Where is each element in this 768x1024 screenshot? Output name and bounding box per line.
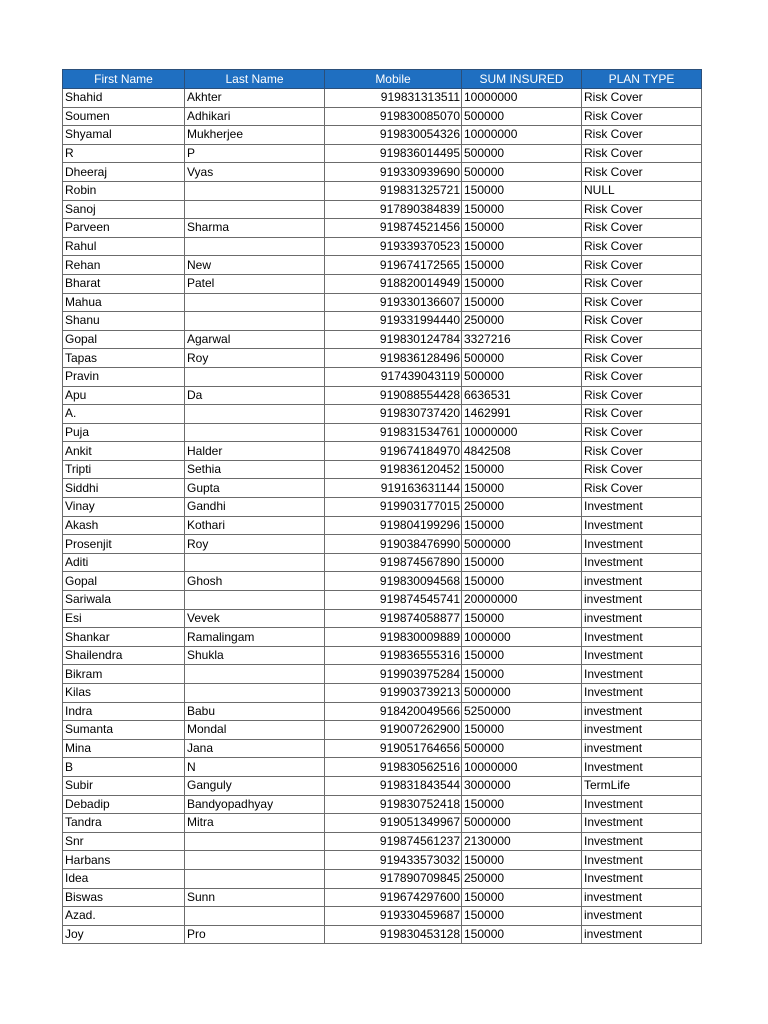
sum-insured-cell: 500000	[462, 739, 582, 758]
first-name-cell: Tripti	[63, 460, 185, 479]
table-row	[63, 312, 702, 331]
table-row	[63, 256, 702, 275]
table-row	[63, 237, 702, 256]
plan-type-cell: Risk Cover	[582, 200, 702, 219]
last-name-cell	[185, 869, 325, 888]
mobile-cell: 919831325721	[325, 181, 462, 200]
last-name-cell: Roy	[185, 349, 325, 368]
mobile-cell: 918820014949	[325, 274, 462, 293]
plan-type-cell: Risk Cover	[582, 237, 702, 256]
first-name-cell: Idea	[63, 869, 185, 888]
first-name-cell: Azad.	[63, 907, 185, 926]
last-name-cell: Ghosh	[185, 572, 325, 591]
plan-type-cell: Investment	[582, 814, 702, 833]
mobile-cell: 919903177015	[325, 498, 462, 517]
plan-type-cell: Investment	[582, 665, 702, 684]
last-name-cell: Sunn	[185, 888, 325, 907]
mobile-cell: 919874521456	[325, 219, 462, 238]
first-name-cell: Shailendra	[63, 646, 185, 665]
table-row	[63, 181, 702, 200]
first-name-cell: Biswas	[63, 888, 185, 907]
table-row	[63, 739, 702, 758]
plan-type-cell: Risk Cover	[582, 330, 702, 349]
plan-type-cell: Risk Cover	[582, 144, 702, 163]
sum-insured-cell: 6636531	[462, 386, 582, 405]
sum-insured-cell: 500000	[462, 144, 582, 163]
plan-type-cell: Risk Cover	[582, 479, 702, 498]
last-name-cell: Jana	[185, 739, 325, 758]
last-name-cell	[185, 367, 325, 386]
last-name-cell	[185, 665, 325, 684]
table-row	[63, 814, 702, 833]
first-name-cell: Aditi	[63, 553, 185, 572]
last-name-cell: Sethia	[185, 460, 325, 479]
sum-insured-cell: 500000	[462, 107, 582, 126]
table-row	[63, 442, 702, 461]
sum-insured-cell: 5250000	[462, 702, 582, 721]
table-row	[63, 925, 702, 944]
mobile-cell: 919836555316	[325, 646, 462, 665]
first-name-cell: Shahid	[63, 89, 185, 108]
last-name-cell: Pro	[185, 925, 325, 944]
first-name-cell: Kilas	[63, 684, 185, 703]
first-name-cell: Gopal	[63, 330, 185, 349]
mobile-cell: 919830124784	[325, 330, 462, 349]
sum-insured-cell: 150000	[462, 479, 582, 498]
mobile-cell: 917890384839	[325, 200, 462, 219]
sum-insured-cell: 150000	[462, 609, 582, 628]
plan-type-cell: Risk Cover	[582, 423, 702, 442]
table-row	[63, 572, 702, 591]
last-name-cell	[185, 423, 325, 442]
sum-insured-cell: 250000	[462, 869, 582, 888]
table-row	[63, 609, 702, 628]
first-name-cell: Apu	[63, 386, 185, 405]
first-name-cell: Siddhi	[63, 479, 185, 498]
last-name-cell: N	[185, 758, 325, 777]
first-name-cell: Rahul	[63, 237, 185, 256]
plan-type-cell: investment	[582, 907, 702, 926]
mobile-cell: 919330459687	[325, 907, 462, 926]
table-row	[63, 107, 702, 126]
first-name-cell: Snr	[63, 832, 185, 851]
sum-insured-cell: 150000	[462, 274, 582, 293]
mobile-cell: 919830562516	[325, 758, 462, 777]
sum-insured-cell: 150000	[462, 646, 582, 665]
last-name-cell: Mukherjee	[185, 126, 325, 145]
last-name-cell: Akhter	[185, 89, 325, 108]
sum-insured-cell: 500000	[462, 349, 582, 368]
last-name-cell: Sharma	[185, 219, 325, 238]
first-name-cell: Shyamal	[63, 126, 185, 145]
first-name-cell: Indra	[63, 702, 185, 721]
first-name-cell: Sumanta	[63, 721, 185, 740]
table-row	[63, 721, 702, 740]
sum-insured-cell: 3327216	[462, 330, 582, 349]
mobile-cell: 919874545741	[325, 591, 462, 610]
sum-insured-cell: 150000	[462, 795, 582, 814]
first-name-cell: Shankar	[63, 628, 185, 647]
sum-insured-cell: 5000000	[462, 684, 582, 703]
mobile-cell: 919830737420	[325, 405, 462, 424]
mobile-cell: 919874058877	[325, 609, 462, 628]
first-name-cell: Dheeraj	[63, 163, 185, 182]
sum-insured-cell: 2130000	[462, 832, 582, 851]
mobile-cell: 919830085070	[325, 107, 462, 126]
last-name-cell: Bandyopadhyay	[185, 795, 325, 814]
mobile-cell: 919330136607	[325, 293, 462, 312]
last-name-cell: Mondal	[185, 721, 325, 740]
last-name-cell: Shukla	[185, 646, 325, 665]
last-name-cell	[185, 591, 325, 610]
plan-type-cell: Risk Cover	[582, 107, 702, 126]
header-row	[63, 70, 702, 89]
plan-type-cell: Investment	[582, 758, 702, 777]
table-row	[63, 330, 702, 349]
plan-type-cell: Risk Cover	[582, 386, 702, 405]
mobile-cell: 919433573032	[325, 851, 462, 870]
mobile-cell: 919674172565	[325, 256, 462, 275]
sum-insured-cell: 150000	[462, 460, 582, 479]
first-name-cell: Bharat	[63, 274, 185, 293]
mobile-cell: 919339370523	[325, 237, 462, 256]
plan-type-cell: Risk Cover	[582, 256, 702, 275]
plan-type-cell: NULL	[582, 181, 702, 200]
first-name-cell: Gopal	[63, 572, 185, 591]
sum-insured-cell: 150000	[462, 888, 582, 907]
mobile-cell: 919830009889	[325, 628, 462, 647]
first-name-cell: Debadip	[63, 795, 185, 814]
sum-insured-cell: 10000000	[462, 758, 582, 777]
plan-type-cell: Investment	[582, 498, 702, 517]
first-name-cell: Tapas	[63, 349, 185, 368]
first-name-cell: Parveen	[63, 219, 185, 238]
last-name-cell: Babu	[185, 702, 325, 721]
table-row	[63, 907, 702, 926]
plan-type-cell: Risk Cover	[582, 312, 702, 331]
last-name-cell	[185, 553, 325, 572]
sum-insured-cell: 1000000	[462, 628, 582, 647]
mobile-cell: 919903975284	[325, 665, 462, 684]
table-row	[63, 665, 702, 684]
first-name-cell: Sanoj	[63, 200, 185, 219]
table-row	[63, 479, 702, 498]
last-name-cell: Gandhi	[185, 498, 325, 517]
mobile-cell: 919836128496	[325, 349, 462, 368]
first-name-cell: Subir	[63, 776, 185, 795]
plan-type-cell: Risk Cover	[582, 367, 702, 386]
mobile-cell: 919836014495	[325, 144, 462, 163]
first-name-cell: Shanu	[63, 312, 185, 331]
sum-insured-cell: 150000	[462, 219, 582, 238]
plan-type-cell: investment	[582, 572, 702, 591]
last-name-cell	[185, 851, 325, 870]
table-row	[63, 832, 702, 851]
last-name-cell: Gupta	[185, 479, 325, 498]
column-header-mobile: Mobile	[325, 70, 462, 89]
table-row	[63, 776, 702, 795]
column-header-plan-type: PLAN TYPE	[582, 70, 702, 89]
mobile-cell: 919051349967	[325, 814, 462, 833]
mobile-cell: 919874567890	[325, 553, 462, 572]
table-row	[63, 628, 702, 647]
plan-type-cell: Risk Cover	[582, 219, 702, 238]
last-name-cell: Vyas	[185, 163, 325, 182]
last-name-cell: Roy	[185, 535, 325, 554]
last-name-cell: Mitra	[185, 814, 325, 833]
last-name-cell: Adhikari	[185, 107, 325, 126]
last-name-cell: Agarwal	[185, 330, 325, 349]
table-row	[63, 200, 702, 219]
plan-type-cell: Investment	[582, 795, 702, 814]
first-name-cell: Prosenjit	[63, 535, 185, 554]
sum-insured-cell: 250000	[462, 312, 582, 331]
sum-insured-cell: 5000000	[462, 535, 582, 554]
last-name-cell: P	[185, 144, 325, 163]
plan-type-cell: Risk Cover	[582, 405, 702, 424]
table-row	[63, 851, 702, 870]
first-name-cell: Tandra	[63, 814, 185, 833]
last-name-cell: Patel	[185, 274, 325, 293]
plan-type-cell: investment	[582, 609, 702, 628]
plan-type-cell: Investment	[582, 869, 702, 888]
plan-type-cell: Investment	[582, 516, 702, 535]
sum-insured-cell: 150000	[462, 200, 582, 219]
last-name-cell	[185, 405, 325, 424]
sum-insured-cell: 500000	[462, 367, 582, 386]
sum-insured-cell: 20000000	[462, 591, 582, 610]
column-header-last-name: Last Name	[185, 70, 325, 89]
last-name-cell: Halder	[185, 442, 325, 461]
last-name-cell: Ganguly	[185, 776, 325, 795]
table-row	[63, 423, 702, 442]
mobile-cell: 919088554428	[325, 386, 462, 405]
first-name-cell: B	[63, 758, 185, 777]
data-table	[62, 69, 702, 944]
table-row	[63, 535, 702, 554]
plan-type-cell: Investment	[582, 628, 702, 647]
mobile-cell: 919007262900	[325, 721, 462, 740]
plan-type-cell: Investment	[582, 851, 702, 870]
mobile-cell: 919831534761	[325, 423, 462, 442]
last-name-cell	[185, 200, 325, 219]
table-row	[63, 349, 702, 368]
mobile-cell: 919163631144	[325, 479, 462, 498]
plan-type-cell: Investment	[582, 535, 702, 554]
mobile-cell: 919330939690	[325, 163, 462, 182]
last-name-cell	[185, 181, 325, 200]
plan-type-cell: Risk Cover	[582, 126, 702, 145]
mobile-cell: 917439043119	[325, 367, 462, 386]
plan-type-cell: Risk Cover	[582, 89, 702, 108]
plan-type-cell: Risk Cover	[582, 460, 702, 479]
last-name-cell: New	[185, 256, 325, 275]
plan-type-cell: TermLife	[582, 776, 702, 795]
table-row	[63, 684, 702, 703]
sum-insured-cell: 3000000	[462, 776, 582, 795]
sum-insured-cell: 150000	[462, 851, 582, 870]
mobile-cell: 919038476990	[325, 535, 462, 554]
sum-insured-cell: 150000	[462, 237, 582, 256]
first-name-cell: A.	[63, 405, 185, 424]
mobile-cell: 919874561237	[325, 832, 462, 851]
first-name-cell: Akash	[63, 516, 185, 535]
first-name-cell: Rehan	[63, 256, 185, 275]
table-row	[63, 591, 702, 610]
table-row	[63, 89, 702, 108]
plan-type-cell: investment	[582, 925, 702, 944]
table-row	[63, 888, 702, 907]
first-name-cell: Pravin	[63, 367, 185, 386]
mobile-cell: 919831843544	[325, 776, 462, 795]
sum-insured-cell: 10000000	[462, 126, 582, 145]
mobile-cell: 917890709845	[325, 869, 462, 888]
first-name-cell: Bikram	[63, 665, 185, 684]
table-row	[63, 516, 702, 535]
table-row	[63, 553, 702, 572]
column-header-first-name: First Name	[63, 70, 185, 89]
plan-type-cell: Risk Cover	[582, 274, 702, 293]
sum-insured-cell: 4842508	[462, 442, 582, 461]
plan-type-cell: investment	[582, 591, 702, 610]
table-row	[63, 144, 702, 163]
sum-insured-cell: 10000000	[462, 423, 582, 442]
table-row	[63, 460, 702, 479]
mobile-cell: 919804199296	[325, 516, 462, 535]
sum-insured-cell: 150000	[462, 572, 582, 591]
first-name-cell: Harbans	[63, 851, 185, 870]
table-row	[63, 758, 702, 777]
sum-insured-cell: 150000	[462, 293, 582, 312]
sum-insured-cell: 150000	[462, 181, 582, 200]
sum-insured-cell: 10000000	[462, 89, 582, 108]
mobile-cell: 919903739213	[325, 684, 462, 703]
first-name-cell: Joy	[63, 925, 185, 944]
plan-type-cell: Risk Cover	[582, 442, 702, 461]
last-name-cell: Ramalingam	[185, 628, 325, 647]
mobile-cell: 919830054326	[325, 126, 462, 145]
mobile-cell: 919830453128	[325, 925, 462, 944]
last-name-cell	[185, 237, 325, 256]
plan-type-cell: investment	[582, 721, 702, 740]
sum-insured-cell: 150000	[462, 516, 582, 535]
mobile-cell: 919674184970	[325, 442, 462, 461]
table-row	[63, 293, 702, 312]
table-row	[63, 646, 702, 665]
sum-insured-cell: 150000	[462, 665, 582, 684]
last-name-cell: Kothari	[185, 516, 325, 535]
sum-insured-cell: 150000	[462, 907, 582, 926]
sum-insured-cell: 150000	[462, 553, 582, 572]
mobile-cell: 918420049566	[325, 702, 462, 721]
table-row	[63, 869, 702, 888]
mobile-cell: 919051764656	[325, 739, 462, 758]
table-row	[63, 498, 702, 517]
last-name-cell	[185, 312, 325, 331]
last-name-cell: Da	[185, 386, 325, 405]
plan-type-cell: investment	[582, 739, 702, 758]
sum-insured-cell: 500000	[462, 163, 582, 182]
table-row	[63, 795, 702, 814]
first-name-cell: Robin	[63, 181, 185, 200]
mobile-cell: 919836120452	[325, 460, 462, 479]
sum-insured-cell: 150000	[462, 721, 582, 740]
mobile-cell: 919831313511	[325, 89, 462, 108]
table-row	[63, 386, 702, 405]
mobile-cell: 919830094568	[325, 572, 462, 591]
table-row	[63, 367, 702, 386]
sum-insured-cell: 1462991	[462, 405, 582, 424]
first-name-cell: Ankit	[63, 442, 185, 461]
column-header-sum-insured: SUM INSURED	[462, 70, 582, 89]
mobile-cell: 919830752418	[325, 795, 462, 814]
table-row	[63, 405, 702, 424]
last-name-cell	[185, 832, 325, 851]
table-row	[63, 163, 702, 182]
last-name-cell	[185, 293, 325, 312]
mobile-cell: 919674297600	[325, 888, 462, 907]
table-row	[63, 219, 702, 238]
plan-type-cell: Risk Cover	[582, 293, 702, 312]
plan-type-cell: Investment	[582, 646, 702, 665]
plan-type-cell: Investment	[582, 684, 702, 703]
first-name-cell: Soumen	[63, 107, 185, 126]
sum-insured-cell: 5000000	[462, 814, 582, 833]
table-row	[63, 702, 702, 721]
plan-type-cell: investment	[582, 888, 702, 907]
mobile-cell: 919331994440	[325, 312, 462, 331]
last-name-cell: Vevek	[185, 609, 325, 628]
sum-insured-cell: 150000	[462, 925, 582, 944]
plan-type-cell: Risk Cover	[582, 349, 702, 368]
first-name-cell: Vinay	[63, 498, 185, 517]
last-name-cell	[185, 684, 325, 703]
table-row	[63, 274, 702, 293]
first-name-cell: Puja	[63, 423, 185, 442]
first-name-cell: Mina	[63, 739, 185, 758]
first-name-cell: Mahua	[63, 293, 185, 312]
plan-type-cell: Investment	[582, 553, 702, 572]
last-name-cell	[185, 907, 325, 926]
first-name-cell: Sariwala	[63, 591, 185, 610]
table-row	[63, 126, 702, 145]
plan-type-cell: Investment	[582, 832, 702, 851]
plan-type-cell: Risk Cover	[582, 163, 702, 182]
plan-type-cell: investment	[582, 702, 702, 721]
first-name-cell: Esi	[63, 609, 185, 628]
sum-insured-cell: 250000	[462, 498, 582, 517]
first-name-cell: R	[63, 144, 185, 163]
sum-insured-cell: 150000	[462, 256, 582, 275]
